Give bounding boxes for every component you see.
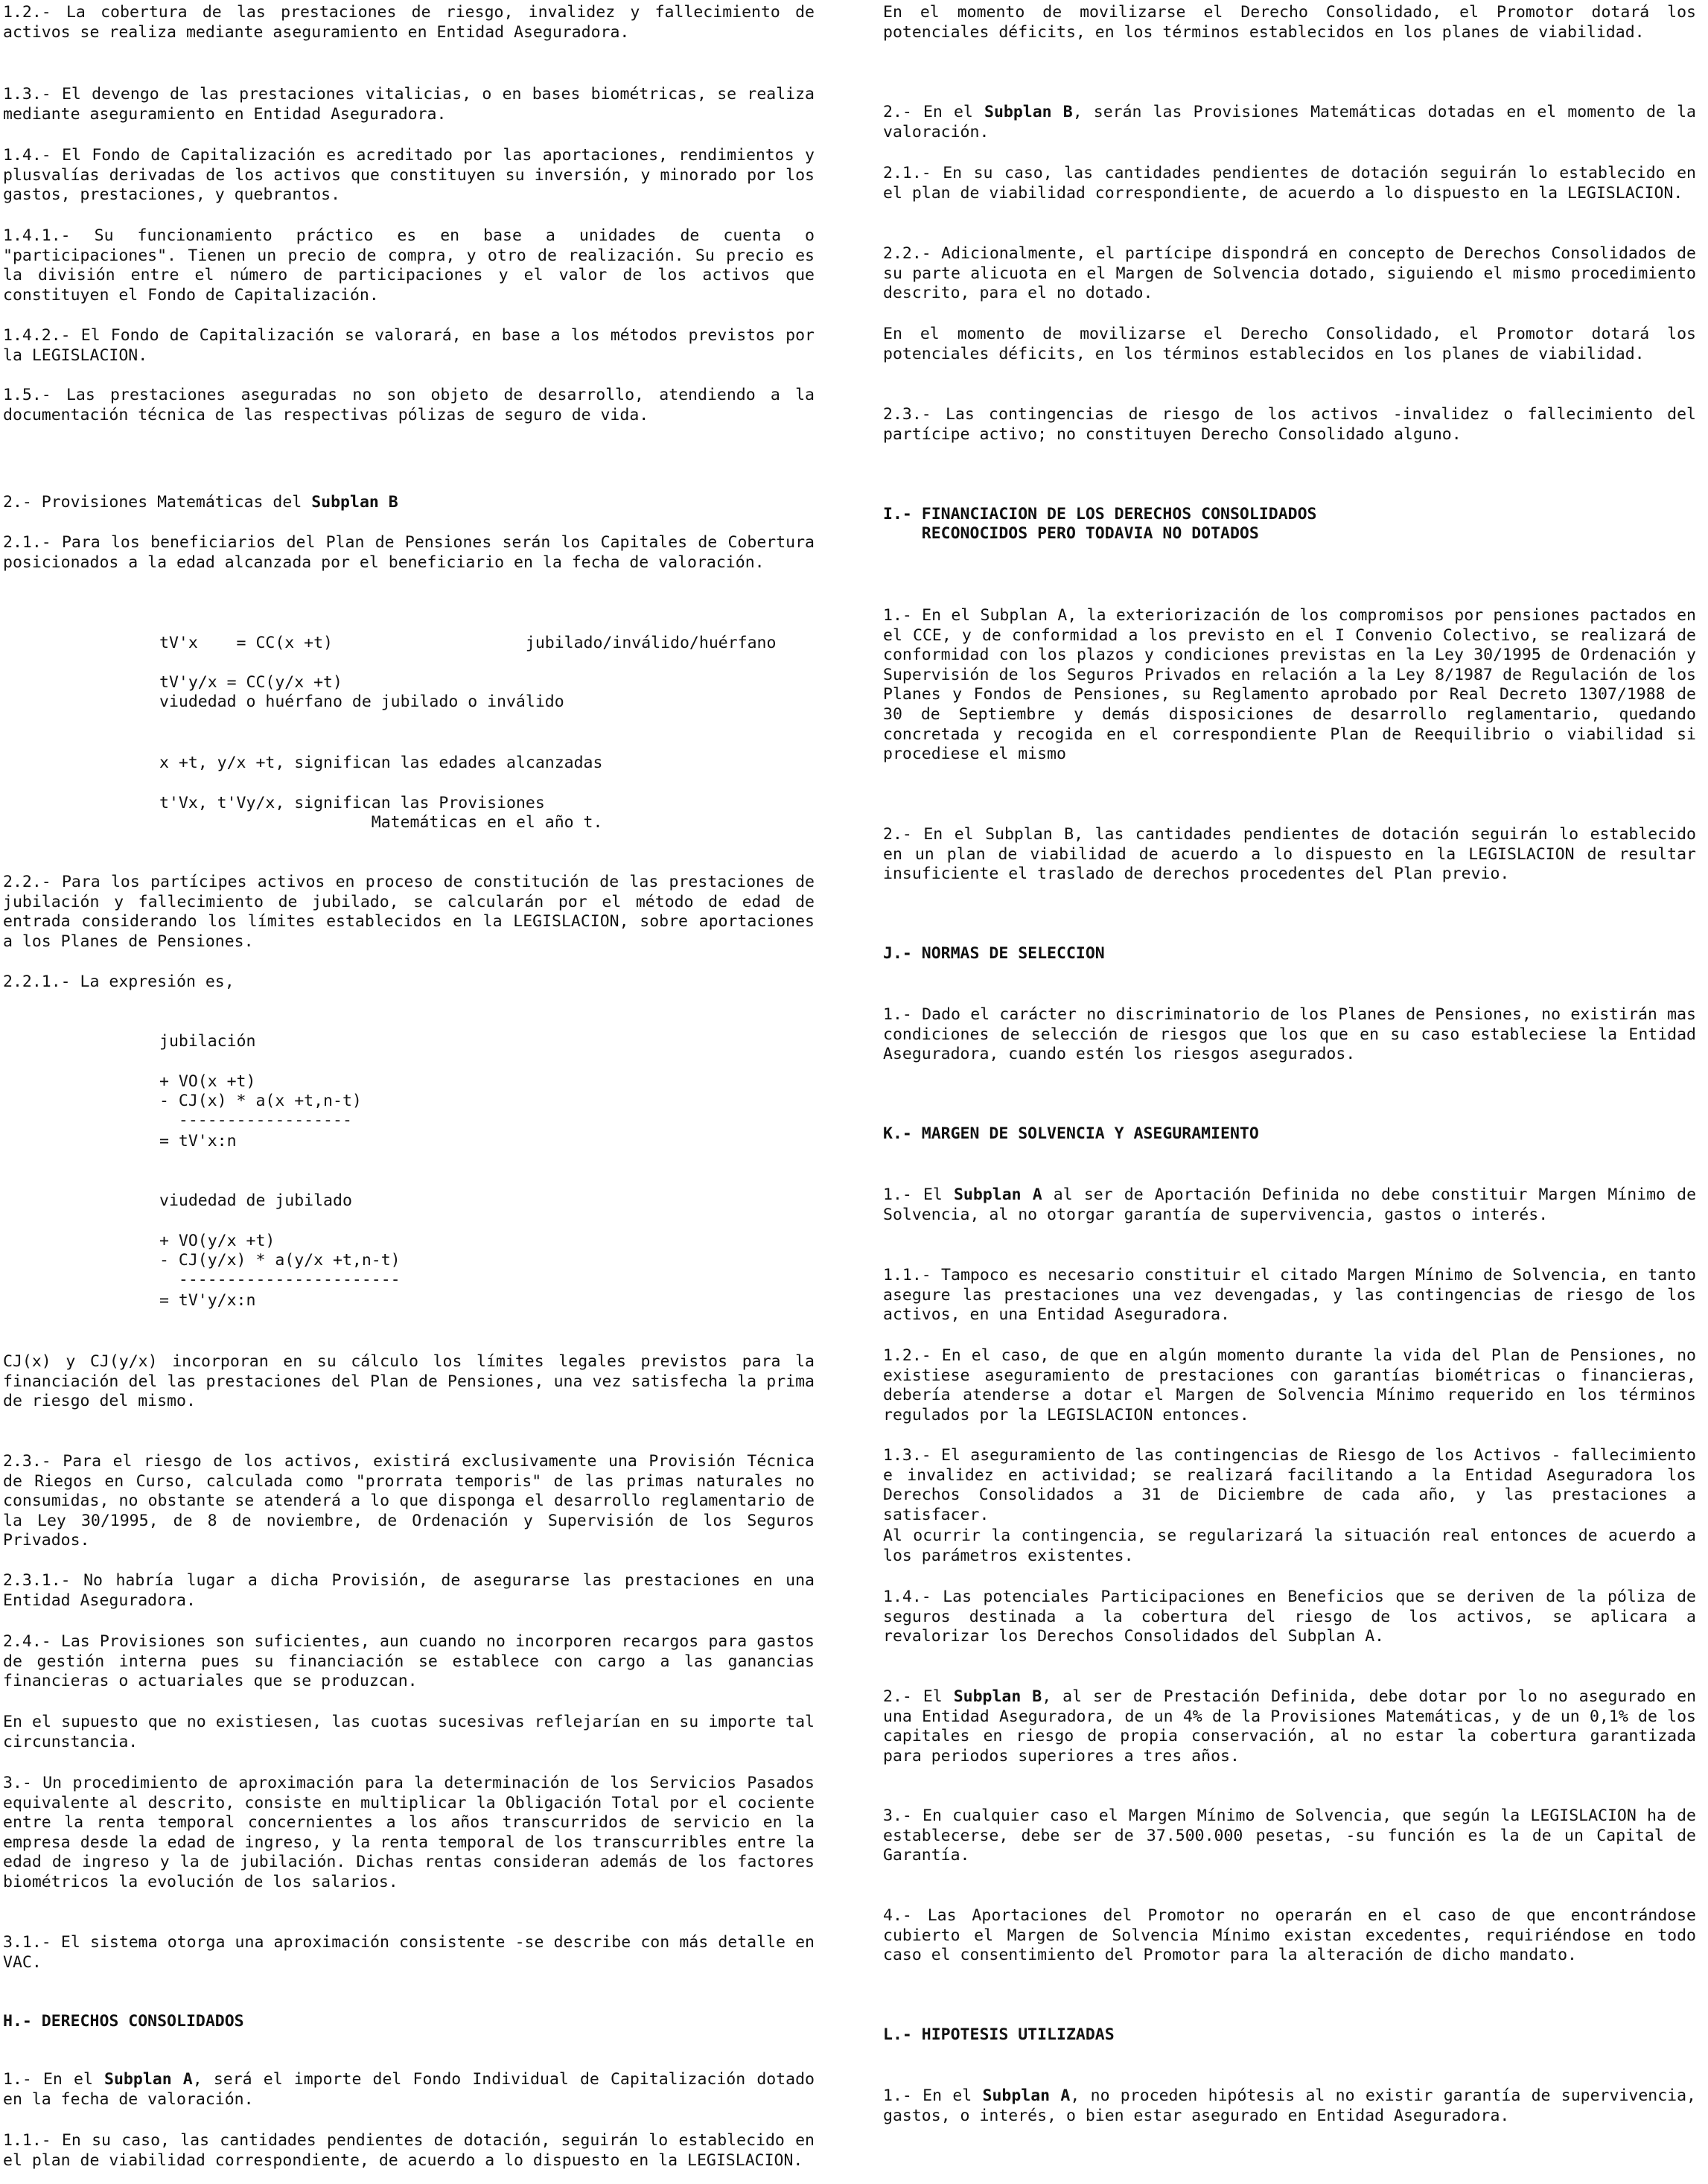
- section-heading: J.- NORMAS DE SELECCION: [883, 944, 1105, 963]
- paragraph: 1.2.- La cobertura de las prestaciones de riesgo, invalidez y fallecimiento de activos se realiza mediante aseguramiento en Entidad Aseguradora.: [3, 3, 824, 42]
- paragraph: 2.3.1.- No habría lugar a dicha Provisión, de asegurarse las prestaciones en una Entidad Aseguradora.: [3, 1571, 824, 1610]
- bold-term: Subplan A: [982, 2086, 1071, 2105]
- paragraph: 1.3.- El devengo de las prestaciones vitalicias, o en bases biométricas, se realiza mediante aseguramiento en Entidad Aseguradora.: [3, 85, 824, 124]
- bold-term: Subplan A: [104, 2070, 193, 2089]
- section-heading: H.- DERECHOS CONSOLIDADOS: [3, 2012, 244, 2031]
- bold-term: Subplan A: [953, 1185, 1042, 1204]
- paragraph: 1.4.- Las potenciales Participaciones en Beneficios que se deriven de la póliza de seguros destinada a la cobertura del riesgo de los activos, se aplicara a revalorizar los Derechos Consolidados del Subplan A.: [883, 1588, 1706, 1646]
- formula-line: = tV'y/x:n: [159, 1291, 256, 1310]
- formula-line: jubilación: [159, 1032, 256, 1051]
- formula-line: x +t, y/x +t, significan las edades alcanzadas: [159, 754, 603, 772]
- formula-line: Matemáticas en el año t.: [159, 813, 603, 832]
- formula-line: - CJ(x) * a(x +t,n-t): [159, 1092, 362, 1110]
- formula-line: tV'y/x = CC(y/x +t): [159, 673, 342, 692]
- paragraph: En el momento de movilizarse el Derecho Consolidado, el Promotor dotará los potenciales déficits, en los términos establecidos en los planes de viabilidad.: [883, 325, 1706, 363]
- paragraph: 1.4.1.- Su funcionamiento práctico es en base a unidades de cuenta o "participaciones". Tienen un precio de compra, y otro de realización. Su precio es la división entre el número de participaciones y el valor de los activos que constituyen el Fondo de Capitalización.: [3, 226, 824, 305]
- paragraph: Al ocurrir la contingencia, se regularizará la situación real entonces de acuerdo a los parámetros existentes.: [883, 1526, 1706, 1565]
- paragraph: 4.- Las Aportaciones del Promotor no operarán en el caso de que encontrándose cubierto el Margen de Solvencia Mínimo existan excedentes, requiriéndose en todo caso el consentimiento del Promotor para la alteración de dicho mandato.: [883, 1906, 1706, 1965]
- formula-line: ------------------: [159, 1111, 352, 1130]
- paragraph: 2.4.- Las Provisiones son suficientes, aun cuando no incorporen recargos para gastos de gestión interna pues su financiación se establece con cargo a las ganancias financieras o actuariales que se produzcan.: [3, 1632, 824, 1691]
- paragraph: 1.3.- El aseguramiento de las contingencias de Riesgo de los Activos - fallecimiento e invalidez en actividad; se realizará facilitando a la Entidad Aseguradora los Derechos Consolidados a 31 de Diciembre de cada año, y las prestaciones a satisfacer.: [883, 1446, 1706, 1524]
- paragraph: 2.- El Subplan B, al ser de Prestación Definida, debe dotar por lo no asegurado en una Entidad Aseguradora, de un 4% de la Provisiones Matemáticas, y de un 0,1% de los capitales en riesgo de propia conservación, al no estar la cobertura garantizada para periodos superiores a tres años.: [883, 1687, 1706, 1766]
- paragraph: 1.- En el Subplan A, la exteriorización de los compromisos por pensiones pactados en el CCE, y de conformidad a los previsto en el I Convenio Colectivo, se realizará de conformidad con los plazos y condiciones previstas en la Ley 30/1995 de Ordenación y Supervisión de los Seguros Privados en relación a la Ley 8/1987 de Regulación de los Planes y Fondos de Pensiones, su Reglamento aprobado por Real Decreto 1307/1988 de 30 de Septiembre y demás disposiciones de desarrollo reglamentario, quedando concretada y recogida en el correspondiente Plan de Reequilibrio o viabilidad si procediese el mismo: [883, 606, 1706, 764]
- formula-line: + VO(y/x +t): [159, 1232, 275, 1250]
- paragraph: 2.2.- Para los partícipes activos en proceso de constitución de las prestaciones de jubilación y fallecimiento de jubilado, se calcularán por el método de edad de entrada considerando los límites establecidos en la LEGISLACION, sobre aportaciones a los Planes de Pensiones.: [3, 873, 824, 951]
- bold-term: Subplan B: [953, 1687, 1042, 1706]
- paragraph: CJ(x) y CJ(y/x) incorporan en su cálculo los límites legales previstos para la financiación del las prestaciones del Plan de Pensiones, una vez satisfecha la prima de riesgo del mismo.: [3, 1352, 824, 1411]
- paragraph: 1.- En el Subplan A, será el importe del Fondo Individual de Capitalización dotado en la fecha de valoración.: [3, 2070, 824, 2109]
- paragraph: 2.3.- Para el riesgo de los activos, existirá exclusivamente una Provisión Técnica de Riegos en Curso, calculada como "prorrata temporis" de las primas naturales no consumidas, no obstante se atenderá a lo que disponga el desarrollo reglamentario de la Ley 30/1995, de 8 de noviembre, de Ordenación y Supervisión de los Seguros Privados.: [3, 1452, 824, 1550]
- section-heading: K.- MARGEN DE SOLVENCIA Y ASEGURAMIENTO: [883, 1124, 1259, 1143]
- paragraph: 1.5.- Las prestaciones aseguradas no son objeto de desarrollo, atendiendo a la documentación técnica de las respectivas pólizas de seguro de vida.: [3, 386, 824, 424]
- paragraph: 2.3.- Las contingencias de riesgo de los activos -invalidez o fallecimiento del partícipe activo; no constituyen Derecho Consolidado alguno.: [883, 405, 1706, 444]
- paragraph: 3.1.- El sistema otorga una aproximación consistente -se describe con más detalle en VAC.: [3, 1933, 824, 1972]
- paragraph: 3.- En cualquier caso el Margen Mínimo de Solvencia, que según la LEGISLACION ha de establecerse, debe ser de 37.500.000 pesetas, -su función es la de un Capital de Garantía.: [883, 1806, 1706, 1865]
- paragraph: 1.1.- Tampoco es necesario constituir el citado Margen Mínimo de Solvencia, en tanto asegure las prestaciones una vez devengadas, y las contingencias de riesgo de los activos, en una Entidad Aseguradora.: [883, 1266, 1706, 1325]
- bold-term: Subplan B: [311, 493, 398, 512]
- paragraph: En el momento de movilizarse el Derecho Consolidado, el Promotor dotará los potenciales déficits, en los términos establecidos en los planes de viabilidad.: [883, 3, 1706, 42]
- formula-line: -----------------------: [159, 1270, 401, 1289]
- paragraph: 1.- El Subplan A al ser de Aportación Definida no debe constituir Margen Mínimo de Solvencia, al no otorgar garantía de supervivencia, gastos o interés.: [883, 1185, 1706, 1224]
- formula-line: - CJ(y/x) * a(y/x +t,n-t): [159, 1251, 401, 1270]
- paragraph: 1.- Dado el carácter no discriminatorio de los Planes de Pensiones, no existirán mas condiciones de selección de riesgos que los que en su caso estableciese la Entidad Aseguradora, cuando estén los riesgos asegurados.: [883, 1005, 1706, 1064]
- paragraph: 2.- Provisiones Matemáticas del Subplan B: [3, 493, 398, 512]
- formula-line: tV'x = CC(x +t) jubilado/inválido/huérfano: [159, 634, 777, 652]
- paragraph: 3.- Un procedimiento de aproximación para la determinación de los Servicios Pasados equivalente al descrito, consiste en multiplicar la Obligación Total por el cociente entre la renta temporal concernientes a los años transcurridos de servicio en la empresa desde la edad de ingreso, y la renta temporal de los transcurribles entre la edad de ingreso y la de jubilación. Dichas rentas consideran además de los factores biométricos la evolución de los salarios.: [3, 1774, 824, 1891]
- paragraph: 2.2.- Adicionalmente, el partícipe dispondrá en concepto de Derechos Consolidados de su parte alicuota en el Margen de Solvencia dotado, siguiendo el mismo procedimiento descrito, para el no dotado.: [883, 244, 1706, 303]
- paragraph: 2.- En el Subplan B, serán las Provisiones Matemáticas dotadas en el momento de la valoración.: [883, 103, 1706, 141]
- paragraph: 1.4.- El Fondo de Capitalización es acreditado por las aportaciones, rendimientos y plusvalías derivadas de los activos que constituyen su inversión, y minorado por los gastos, prestaciones, y quebrantos.: [3, 146, 824, 205]
- paragraph: 2.- En el Subplan B, las cantidades pendientes de dotación seguirán lo establecido en un plan de viabilidad de acuerdo a lo dispuesto en la LEGISLACION de resultar insuficiente el traslado de derechos procedentes del Plan previo.: [883, 825, 1706, 884]
- formula-line: = tV'x:n: [159, 1132, 237, 1150]
- paragraph: 1.- En el Subplan A, no proceden hipótesis al no existir garantía de supervivencia, gastos, o interés, o bien estar asegurado en Entidad Aseguradora.: [883, 2086, 1706, 2125]
- paragraph: 1.2.- En el caso, de que en algún momento durante la vida del Plan de Pensiones, no existiese aseguramiento de prestaciones con garantías biométricas o financieras, debería atenderse a dotar el Margen de Solvencia Mínimo requerido en los términos regulados por la LEGISLACION entonces.: [883, 1346, 1706, 1424]
- formula-line: t'Vx, t'Vy/x, significan las Provisiones: [159, 794, 545, 812]
- paragraph: 1.1.- En su caso, las cantidades pendientes de dotación, seguirán lo establecido en el plan de viabilidad correspondiente, de acuerdo a lo dispuesto en la LEGISLACION.: [3, 2131, 824, 2170]
- paragraph: 1.4.2.- El Fondo de Capitalización se valorará, en base a los métodos previstos por la LEGISLACION.: [3, 326, 824, 365]
- paragraph: 2.1.- En su caso, las cantidades pendientes de dotación seguirán lo establecido en el plan de viabilidad correspondiente, de acuerdo a lo dispuesto en la LEGISLACION.: [883, 164, 1706, 203]
- section-heading: I.- FINANCIACION DE LOS DERECHOS CONSOLIDADOS: [883, 505, 1317, 523]
- paragraph: 2.1.- Para los beneficiarios del Plan de Pensiones serán los Capitales de Cobertura posicionados a la edad alcanzada por el beneficiario en la fecha de valoración.: [3, 533, 824, 572]
- bold-term: Subplan B: [984, 103, 1073, 121]
- section-heading: RECONOCIDOS PERO TODAVIA NO DOTADOS: [883, 524, 1259, 543]
- paragraph: En el supuesto que no existiesen, las cuotas sucesivas reflejarían en su importe tal circunstancia.: [3, 1713, 824, 1751]
- formula-line: viudedad o huérfano de jubilado o inválido: [159, 693, 564, 711]
- paragraph: 2.2.1.- La expresión es,: [3, 972, 235, 991]
- formula-line: viudedad de jubilado: [159, 1191, 352, 1210]
- formula-line: + VO(x +t): [159, 1072, 256, 1091]
- section-heading: L.- HIPOTESIS UTILIZADAS: [883, 2025, 1115, 2044]
